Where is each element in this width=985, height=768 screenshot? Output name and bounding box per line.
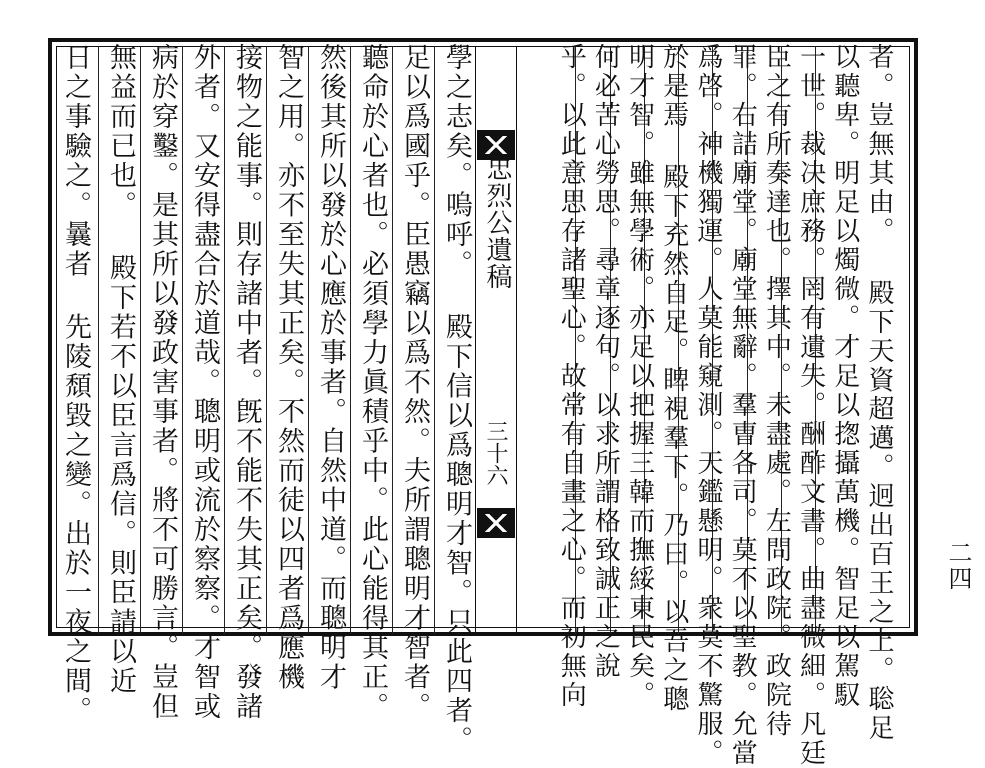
text-column: 罪。右詰廟堂。廟堂無辭。羣曺各司。莫不以聖教。允當 xyxy=(727,43,758,768)
text-column: 接物之能事。則存諸中者。旣不能不失其正矣。發諸 xyxy=(231,43,262,722)
column-rule xyxy=(224,46,225,634)
text-column: 者。豈無其由。 殿下天資超邁。迥出百王之上。聡足 xyxy=(864,43,894,743)
text-column: 然後其所以發於心應於事者。自然中道。而聰明才 xyxy=(315,43,346,692)
column-rule xyxy=(140,46,141,634)
folio-number: 三十六 xyxy=(483,420,508,486)
text-column: 乎。以此意思存諸聖心。故常有自畫之心。而初無向 xyxy=(556,43,587,710)
text-column: 臣之有所奏達也。擇其中。未盡處。左問政院。政院待 xyxy=(761,43,792,739)
text-column: 病於穿鑿。是其所以發政害事者。將不可勝言。豈但 xyxy=(147,43,178,722)
text-column: 於是焉 殿下充然自足。睥視羣下。乃曰。以吾之聰 xyxy=(658,43,689,714)
column-rule xyxy=(350,46,351,634)
text-column: 外者。又安得盡合於道哉。聰明或流於察察。才智或 xyxy=(189,43,220,722)
text-column: 明才智。雖無學術。亦足以把握三韓而撫綏東民矣。 xyxy=(624,43,655,710)
text-column: 學之志矣。嗚呼。 殿下信以爲聰明才智。只此四者。 xyxy=(441,43,472,755)
text-column: 聽命於心者也。必須學力眞積乎中。此心能得其正。 xyxy=(357,43,388,722)
text-column: 何必苦心勞思。尋章逐句。以求所謂格致誠正之說 xyxy=(590,43,621,681)
column-rule xyxy=(266,46,267,634)
text-column: 日之事驗之。曩者 先陵頹毀之變。出於一夜之間。 xyxy=(60,43,91,726)
column-rule xyxy=(392,46,393,634)
text-column: 足以爲國乎。臣愚竊以爲不然。夫所謂聰明才智者。 xyxy=(399,43,430,722)
text-column: 以聽卑。明足以燭微。才足以揔攝萬機。智足以駕馭 xyxy=(829,43,860,710)
text-column: 智之用。亦不至失其正矣。不然而徒以四者爲應機 xyxy=(273,43,304,692)
lower-fishtail-ornament xyxy=(477,508,515,538)
column-rule xyxy=(98,46,99,634)
column-rule xyxy=(308,46,309,634)
text-column: 一世。裁决庶務。罔有遺失。酬酢文書。曲盡微細。凡廷 xyxy=(795,43,826,768)
column-rule xyxy=(434,46,435,634)
book-title: 忠烈公遺稿 xyxy=(482,155,512,290)
text-column: 無益而已也。 殿下若不以臣言爲信。則臣請以近 xyxy=(105,43,136,696)
text-column: 爲啓。神機獨運。人莫能窺測。天鑑懸明。衆莫不驚服。 xyxy=(693,43,723,768)
column-rule xyxy=(182,46,183,634)
page-number: 二四 xyxy=(944,540,972,592)
